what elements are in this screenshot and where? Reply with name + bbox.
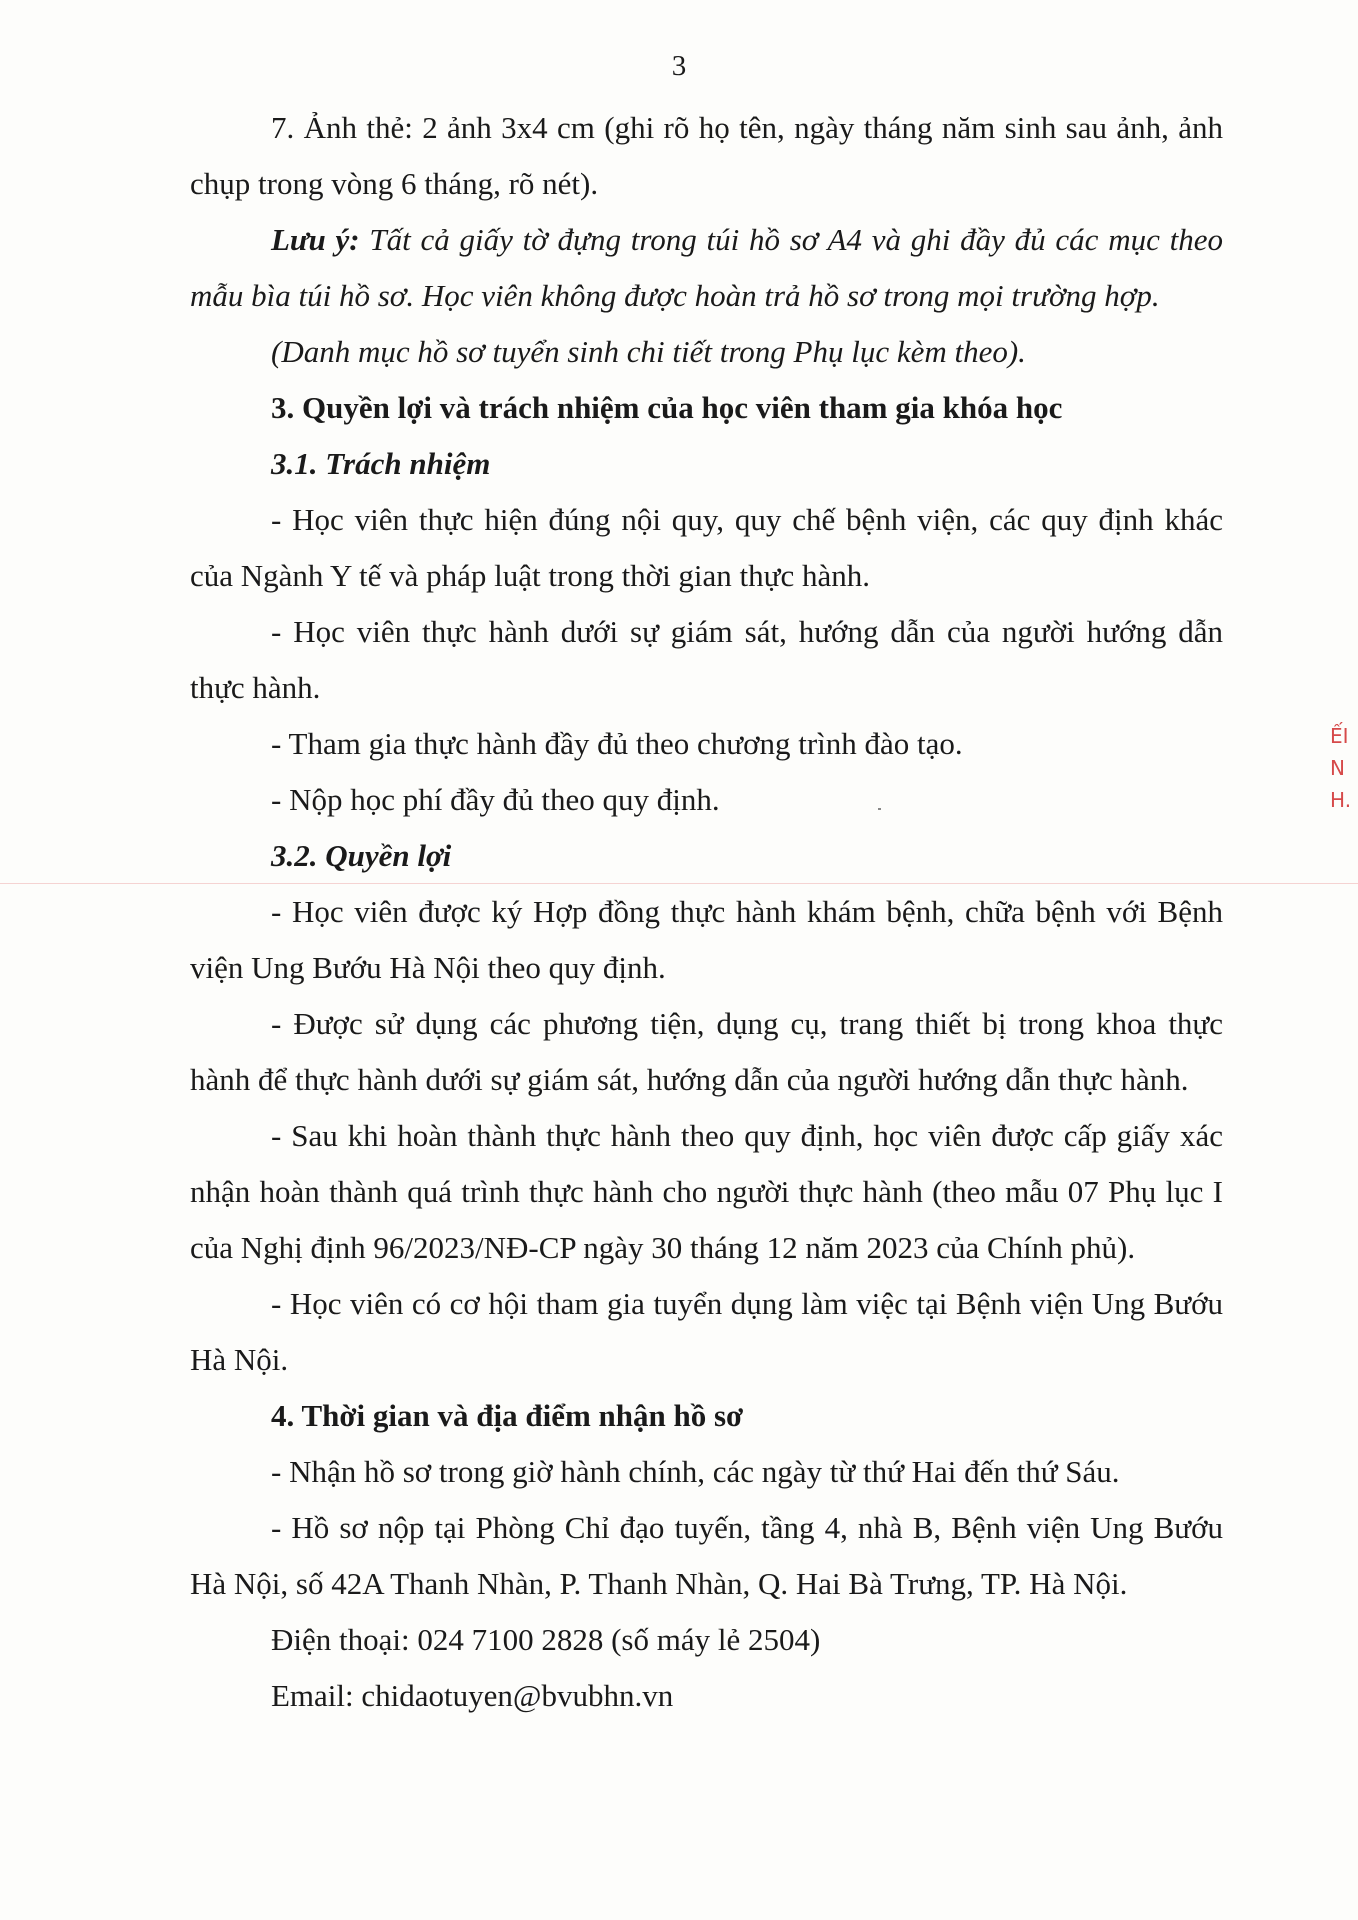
responsibility-item: - Nộp học phí đầy đủ theo quy định.	[271, 782, 720, 817]
page-number: 3	[671, 50, 687, 82]
section-4-title: 4. Thời gian và địa điểm nhận hồ sơ	[271, 1398, 744, 1433]
item-7-photo: 7. Ảnh thẻ: 2 ảnh 3x4 cm (ghi rõ họ tên, ngày tháng năm sinh sau ảnh, ảnh chụp trong vòng 6 tháng, rõ nét).	[190, 110, 1223, 201]
section-3-title: 3. Quyền lợi và trách nhiệm của học viên tham gia khóa học	[271, 390, 1063, 425]
benefit-item: - Học viên có cơ hội tham gia tuyển dụng làm việc tại Bệnh viện Ung Bướu Hà Nội.	[190, 1286, 1223, 1377]
benefit-item: - Được sử dụng các phương tiện, dụng cụ, trang thiết bị trong khoa thực hành để thực hành dưới sự giám sát, hướng dẫn của người hướng dẫn thực hành.	[190, 1006, 1223, 1097]
stamp-text: H.	[1330, 788, 1352, 812]
section-3-1-title: 3.1. Trách nhiệm	[271, 446, 491, 481]
submission-item: - Nhận hồ sơ trong giờ hành chính, các ngày từ thứ Hai đến thứ Sáu.	[271, 1454, 1120, 1489]
responsibility-item: - Học viên thực hành dưới sự giám sát, hướng dẫn của người hướng dẫn thực hành.	[190, 614, 1223, 705]
note-label: Lưu ý:	[271, 222, 360, 257]
benefit-item: - Học viên được ký Hợp đồng thực hành khám bệnh, chữa bệnh với Bệnh viện Ung Bướu Hà Nội theo quy định.	[190, 894, 1223, 985]
email-line: Email: chidaotuyen@bvubhn.vn	[271, 1678, 674, 1713]
stamp-text: ẾI	[1330, 724, 1349, 748]
stamp-edge-fragment	[1330, 720, 1358, 960]
stamp-text: N	[1330, 756, 1345, 780]
note-paragraph	[190, 212, 1223, 324]
document-body	[190, 100, 1223, 1724]
section-3-2-title: 3.2. Quyền lợi	[271, 838, 452, 873]
responsibility-item: - Tham gia thực hành đầy đủ theo chương trình đào tạo.	[271, 726, 963, 761]
appendix-note: (Danh mục hồ sơ tuyển sinh chi tiết trong Phụ lục kèm theo).	[271, 334, 1026, 369]
submission-item: - Hồ sơ nộp tại Phòng Chỉ đạo tuyến, tầng 4, nhà B, Bệnh viện Ung Bướu Hà Nội, số 42A Thanh Nhàn, P. Thanh Nhàn, Q. Hai Bà Trưng, TP. Hà Nội.	[190, 1510, 1223, 1601]
phone-line: Điện thoại: 024 7100 2828 (số máy lẻ 2504)	[271, 1622, 821, 1657]
note-text: Tất cả giấy tờ đựng trong túi hồ sơ A4 và ghi đầy đủ các mục theo mẫu bìa túi hồ sơ. Học viên không được hoàn trả hồ sơ trong mọi trường hợp.	[190, 222, 1223, 313]
benefit-item: - Sau khi hoàn thành thực hành theo quy định, học viên được cấp giấy xác nhận hoàn thành quá trình thực hành cho người thực hành (theo mẫu 07 Phụ lục I của Nghị định 96/2023/NĐ-CP ngày 30 tháng 12 năm 2023 của Chính phủ).	[190, 1118, 1223, 1265]
responsibility-item: - Học viên thực hiện đúng nội quy, quy chế bệnh viện, các quy định khác của Ngành Y tế và pháp luật trong thời gian thực hành.	[190, 502, 1223, 593]
